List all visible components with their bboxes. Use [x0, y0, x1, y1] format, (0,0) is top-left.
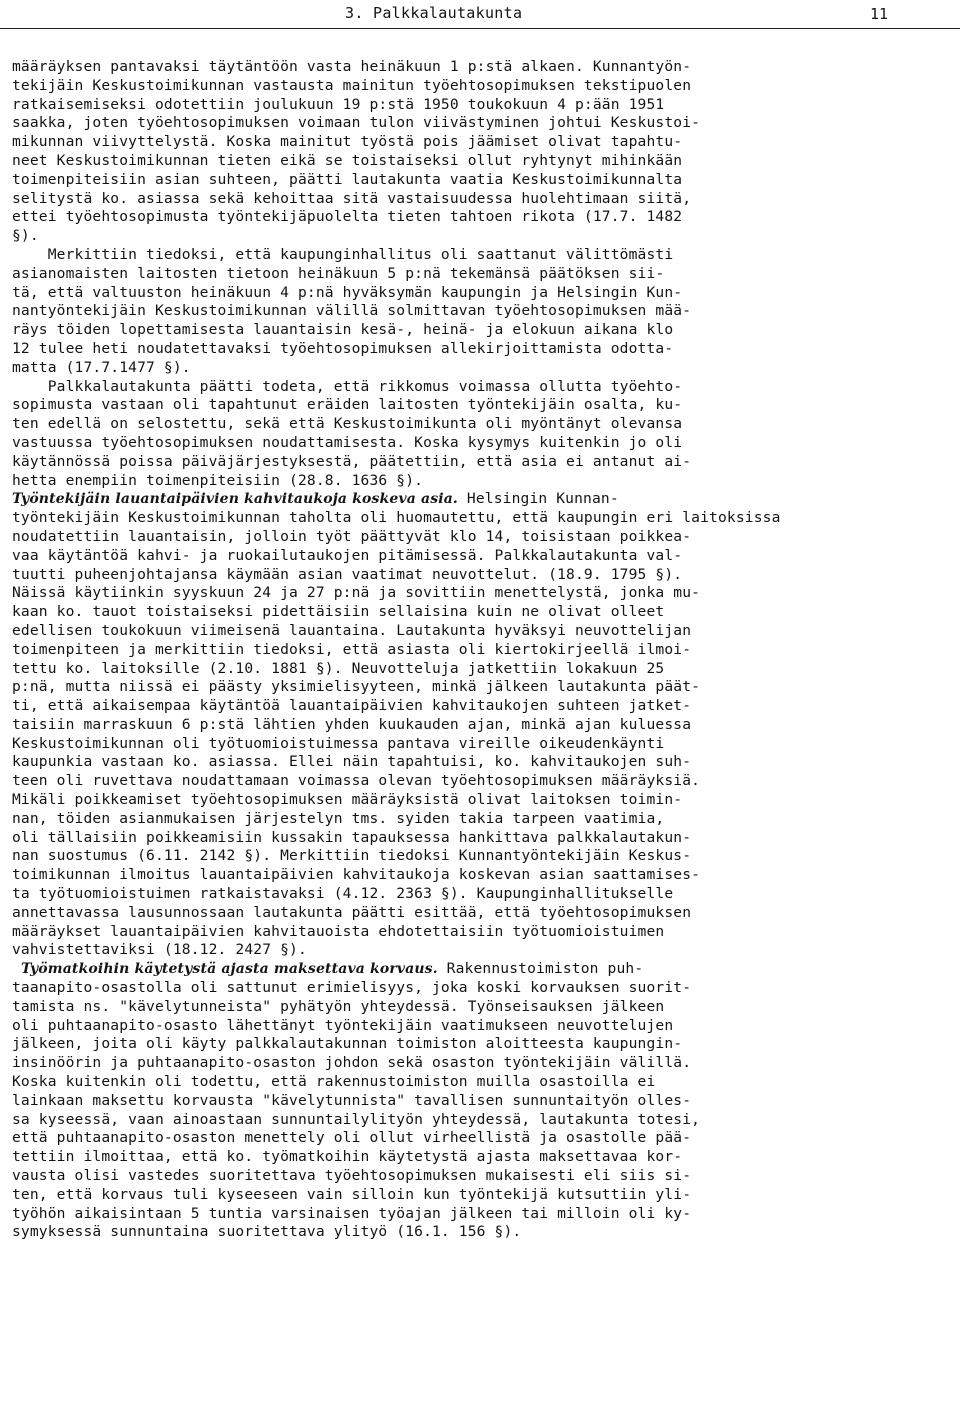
- document-body: [12, 58, 902, 1242]
- italic-heading: Työntekijäin lauantaipäivien kahvitaukoja koskeva asia.: [12, 491, 458, 508]
- text-line: ratkaisemiseksi odotettiin joulukuun 19 p:stä 1950 toukokuun 4 p:ään 1951: [12, 95, 665, 113]
- text-line: vastuussa työehtosopimuksen noudattamisesta. Koska kysymys kuitenkin jo oli: [12, 433, 683, 451]
- text-line: työntekijäin Keskustoimikunnan taholta oli huomautettu, että kaupungin eri laitoksissa: [12, 509, 781, 527]
- text-line: Koska kuitenkin oli todettu, että rakennustoimiston muilla osastoilla ei: [12, 1073, 656, 1091]
- text-line: tamista ns. "kävelytunneista" pyhätyön yhteydessä. Työnseisauksen jälkeen: [12, 997, 665, 1015]
- text-line: määräykset lauantaipäivien kahvitauoista ehdotettaisiin työtuomioistuimen: [12, 922, 665, 940]
- text-line: vausta olisi vastedes suoritettava työehtosopimuksen mukaisesti eli siis si-: [12, 1167, 692, 1185]
- text-line: Työntekijäin lauantaipäivien kahvitaukoja koskeva asia. Helsingin Kunnan-: [12, 490, 619, 508]
- page-header: [0, 0, 960, 30]
- text-line: oli puhtaanapito-osasto lähettänyt työntekijäin vaatimukseen neuvottelujen: [12, 1016, 674, 1034]
- text-line: sopimusta vastaan oli tapahtunut eräiden laitosten työntekijäin osalta, ku-: [12, 396, 683, 414]
- text-line: Mikäli poikkeamiset työehtosopimuksen määräyksistä olivat laitoksen toimin-: [12, 791, 683, 809]
- text-line: kaan ko. tauot toistaiseksi pidettäisiin sellaisina kuin ne olivat olleet: [12, 603, 665, 621]
- text-line: taisiin marraskuun 6 p:stä lähtien yhden kuukauden ajan, minkä ajan kuluessa: [12, 715, 692, 733]
- text-line: selitystä ko. asiassa sekä kehoittaa sitä vastaisuudessa huolehtimaan siitä,: [12, 189, 692, 207]
- text-line: tä, että valtuuston heinäkuun 4 p:nä hyväksymän kaupungin ja Helsingin Kun-: [12, 283, 683, 301]
- text-line: tuutti puheenjohtajansa käymään asian vaatimat neuvottelut. (18.9. 1795 §).: [12, 565, 683, 583]
- text-line: toimenpiteisiin asian suhteen, päätti lautakunta vaatia Keskustoimikunnalta: [12, 170, 683, 188]
- text-line: määräyksen pantavaksi täytäntöön vasta heinäkuun 1 p:stä alkaen. Kunnantyön-: [12, 58, 692, 75]
- text-line: vaa käytäntöä kahvi- ja ruokailutaukojen pitämisessä. Palkkalautakunta val-: [12, 546, 683, 564]
- text-line: nan suostumus (6.11. 2142 §). Merkittiin tiedoksi Kunnantyöntekijäin Keskus-: [12, 847, 692, 865]
- section-title: 3. Palkkalautakunta: [345, 4, 523, 22]
- text-line: p:nä, mutta niissä ei päästy yksimielisyyteen, minkä jälkeen lautakunta päät-: [12, 678, 701, 696]
- text-line: jälkeen, joita oli käyty palkkalautakunnan toimiston aloitteesta kaupungin-: [12, 1035, 683, 1053]
- text-line: Työmatkoihin käytetystä ajasta maksettava korvaus. Rakennustoimiston puh-: [20, 960, 644, 978]
- text-line: taanapito-osastolla oli sattunut erimielisyys, joka koski korvauksen suorit-: [12, 979, 692, 997]
- text-line: ta työtuomioistuimen ratkaistavaksi (4.12. 2363 §). Kaupunginhallitukselle: [12, 885, 674, 903]
- text-line: insinöörin ja puhtaanapito-osaston johdon sekä osaston työntekijäin välillä.: [12, 1054, 692, 1072]
- text-line: ten, että korvaus tuli kyseeseen vain silloin kun työntekijä kutsuttiin yli-: [12, 1185, 692, 1203]
- text-line: Näissä käytiinkin syyskuun 24 ja 27 p:nä ja sovittiin menettelystä, jonka mu-: [12, 584, 701, 602]
- text-line: annettavassa lausunnossaan lautakunta päätti esittää, että työehtosopimuksen: [12, 903, 692, 921]
- text-line: symyksessä sunnuntaina suoritettava ylityö (16.1. 156 §).: [12, 1223, 522, 1241]
- text-line: toimenpiteen ja merkittiin tiedoksi, että asiasta oli kiertokirjeellä ilmoi-: [12, 640, 692, 658]
- text-line: Palkkalautakunta päätti todeta, että rikkomus voimassa ollutta työehto-: [12, 377, 683, 395]
- text-line: sa kyseessä, vaan ainoastaan sunnuntailylityön yhteydessä, lautakunta totesi,: [12, 1110, 701, 1128]
- text-line: tekijäin Keskustoimikunnan vastausta mainitun työehtosopimuksen tekstipuolen: [12, 76, 692, 94]
- text-line: Merkittiin tiedoksi, että kaupunginhallitus oli saattanut välittömästi: [12, 245, 674, 263]
- text-line: saakka, joten työehtosopimuksen voimaan tulon viivästyminen johtui Keskustoi-: [12, 114, 701, 132]
- text-line: nantyöntekijäin Keskustoimikunnan välillä solmittavan työehtosopimuksen mää-: [12, 302, 692, 320]
- text-line: työhön aikaisintaan 5 tuntia varsinaisen työajan jälkeen tai milloin oli ky-: [12, 1204, 692, 1222]
- text-line: oli tällaisiin poikkeamisiin kussakin tapauksessa hankittava palkkalautakun-: [12, 828, 692, 846]
- header-rule: [0, 28, 960, 29]
- text-line: edellisen toukokuun viimeisenä lauantaina. Lautakunta hyväksyi neuvottelijan: [12, 621, 692, 639]
- text-line: että puhtaanapito-osaston menettely oli ollut virheellistä ja osastolle pää-: [12, 1129, 692, 1147]
- text-line: neet Keskustoimikunnan tieten eikä se toistaiseksi ollut ryhtynyt mihinkään: [12, 151, 683, 169]
- text-line: Keskustoimikunnan oli työtuomioistuimessa pantava vireille oikeudenkäynti: [12, 734, 665, 752]
- text-line: tettiin ilmoittaa, että ko. työmatkoihin käytetystä ajasta maksettavaa kor-: [12, 1148, 683, 1166]
- text-line: vahvistettaviksi (18.12. 2427 §).: [12, 941, 307, 959]
- italic-heading: Työmatkoihin käytetystä ajasta maksettava korvaus.: [20, 961, 438, 978]
- text-line: §).: [12, 227, 39, 245]
- text-line: hetta enempiin toimenpiteisiin (28.8. 1636 §).: [12, 471, 424, 489]
- text-line: nan, töiden asianmukaisen järjestelyn tms. syiden takia tarpeen vaatimia,: [12, 809, 665, 827]
- text-line: räys töiden lopettamisesta lauantaisin kesä-, heinä- ja elokuun aikana klo: [12, 321, 674, 339]
- text-line: ettei työehtosopimusta työntekijäpuolelta tieten tahtoen rikota (17.7. 1482: [12, 208, 683, 226]
- text-line: tettu ko. laitoksille (2.10. 1881 §). Neuvotteluja jatkettiin lokakuun 25: [12, 659, 665, 677]
- text-line: ti, että aikaisempaa käytäntöä lauantaipäivien kahvitaukojen suhteen jatket-: [12, 697, 692, 715]
- text-line: käytännössä poissa päiväjärjestyksestä, päätettiin, että asia ei antanut ai-: [12, 452, 692, 470]
- text-line: ten edellä on selostettu, sekä että Keskustoimikunta oli myöntänyt olevansa: [12, 415, 683, 433]
- text-line: lainkaan maksettu korvausta "kävelytunnista" tavallisen sunnuntaityön olles-: [12, 1091, 692, 1109]
- text-line: teen oli ruvettava noudattamaan voimassa olevan työehtosopimuksen määräyksiä.: [12, 772, 701, 790]
- page-number: 11: [870, 5, 889, 23]
- text-line: asianomaisten laitosten tietoon heinäkuun 5 p:nä tekemänsä päätöksen sii-: [12, 264, 665, 282]
- text-line: 12 tulee heti noudatettavaksi työehtosopimuksen allekirjoittamista odotta-: [12, 339, 674, 357]
- text-line: mikunnan viivyttelystä. Koska mainitut työstä pois jäämiset olivat tapahtu-: [12, 133, 683, 151]
- text-line: matta (17.7.1477 §).: [12, 358, 191, 376]
- text-line: noudatettiin lauantaisin, jolloin työt päättyvät klo 14, toisistaan poikkea-: [12, 527, 692, 545]
- text-line: kaupunkia vastaan ko. asiassa. Ellei näin tapahtuisi, ko. kahvitaukojen suh-: [12, 753, 692, 771]
- text-line: toimikunnan ilmoitus lauantaipäivien kahvitaukoja koskevan asian saattamises-: [12, 866, 701, 884]
